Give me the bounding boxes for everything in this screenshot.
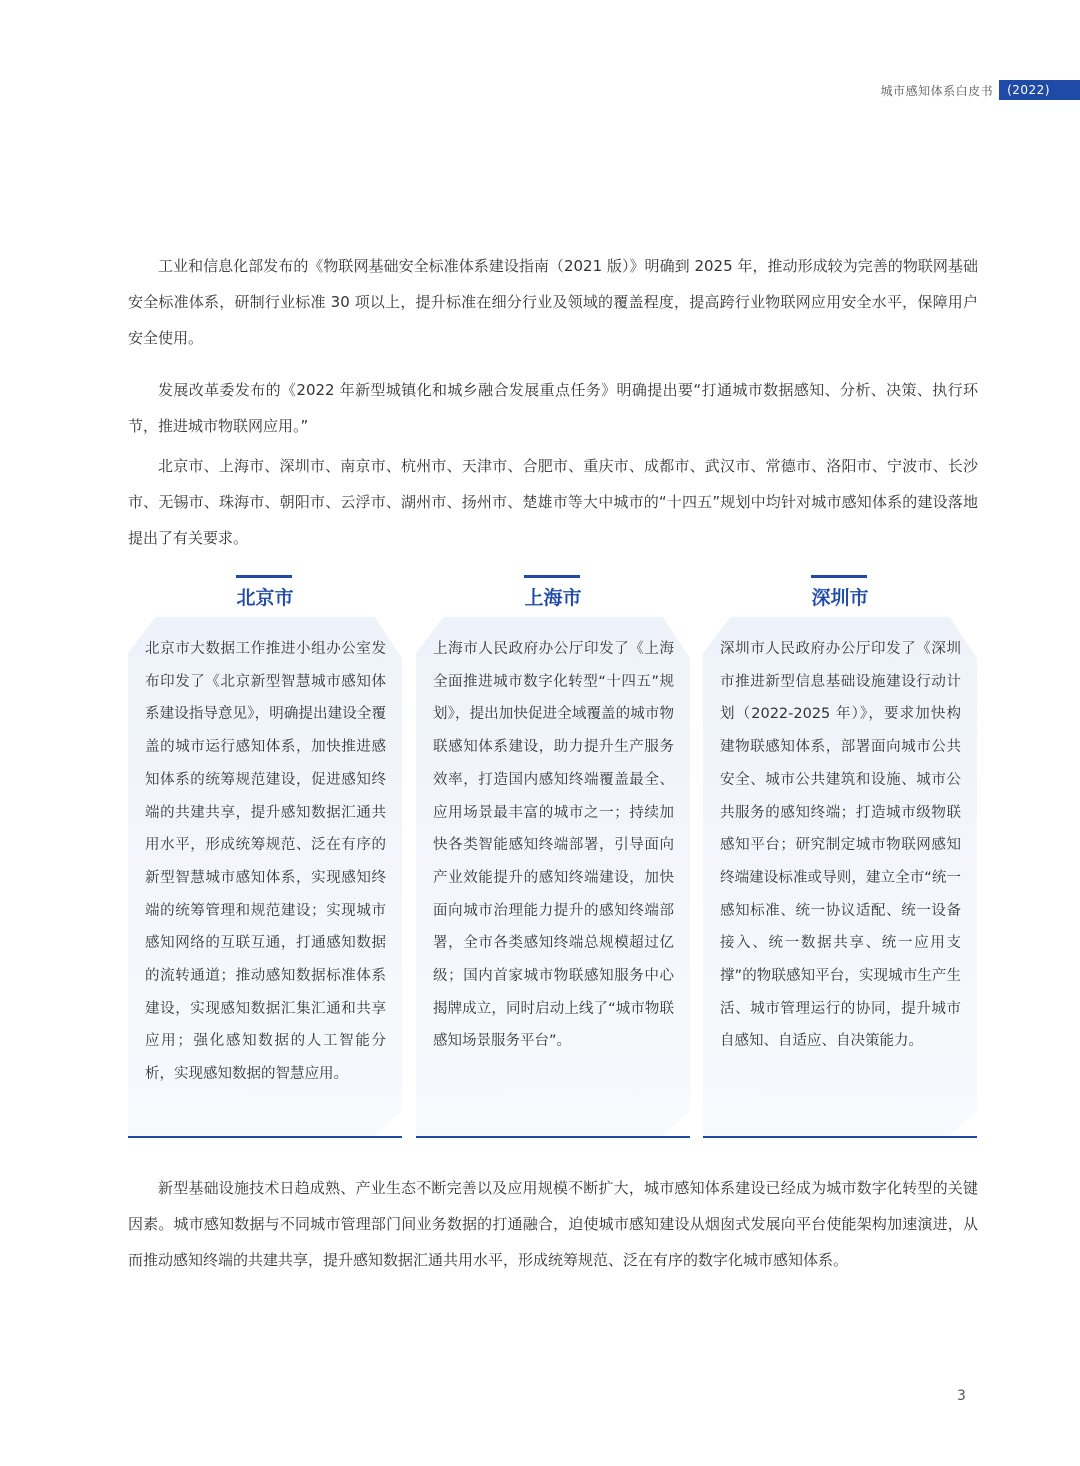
paragraph-3: 北京市、上海市、深圳市、南京市、杭州市、天津市、合肥市、重庆市、成都市、武汉市、常德市、洛阳市、宁波市、长沙市、无锡市、珠海市、朝阳市、云浮市、湖州市、扬州市、楚雄市等大中城市的“十四五”规划中均针对城市感知体系的建设落地提出了有关要求。 [128,457,978,547]
card-title: 北京市 [236,587,294,609]
paragraph-2: 发展改革委发布的《2022 年新型城镇化和城乡融合发展重点任务》明确提出要“打通城市数据感知、分析、决策、执行环节，推进城市物联网应用。” [128,381,978,435]
paragraph-4: 新型基础设施技术日趋成熟、产业生态不断完善以及应用规模不断扩大，城市感知体系建设已经成为城市数字化转型的关键因素。城市感知数据与不同城市管理部门间业务数据的打通融合，迫使城市感知建设从烟囱式发展向平台使能架构加速演进，从而推动感知终端的共建共享，提升感知数据汇通共用水平，形成统筹规范、泛在有序的数字化城市感知体系。 [128,1179,978,1269]
card-bottom-line [128,1136,402,1138]
card-text: 北京市大数据工作推进小组办公室发布印发了《北京新型智慧城市感知体系建设指导意见》，明确提出建设全覆盖的城市运行感知体系，加快推进感知体系的统筹规范建设，促进感知终端的共建共享，提升感知数据汇通共用水平，形成统筹规范、泛在有序的新型智慧城市感知体系，实现感知终端的统筹管理和规范建设；实现城市感知网络的互联互通，打通感知数据的流转通道；推动感知数据标准体系建设，实现感知数据汇集汇通和共享应用；强化感知数据的人工智能分析，实现感知数据的智慧应用。 [145,641,386,1083]
header-title: 城市感知体系白皮书 [880,83,994,98]
paragraph-1: 工业和信息化部发布的《物联网基础安全标准体系建设指南（2021 版）》明确到 2025 年，推动形成较为完善的物联网基础安全标准体系，研制行业标准 30 项以上，提升标准在细分行业及领域的覆盖程度，提高跨行业物联网应用安全水平，保障用户安全使用。 [128,257,978,347]
card-bottom-line [416,1136,690,1138]
card-accent-bar [524,575,580,578]
card-accent-bar [811,575,867,578]
card-shenzhen [703,575,977,1138]
card-text: 深圳市人民政府办公厅印发了《深圳市推进新型信息基础设施建设行动计划（2022-2025 年）》，要求加快构建物联感知体系，部署面向城市公共安全、城市公共建筑和设施、城市公共服务的感知终端；打造城市级物联感知平台；研究制定城市物联网感知终端建设标准或导则，建立全市“统一感知标准、统一协议适配、统一设备接入、统一数据共享、统一应用支撑”的物联感知平台，实现城市生产生活、城市管理运行的协同，提升城市自感知、自适应、自决策能力。 [720,641,961,1050]
running-header [881,80,1080,100]
card-bottom-line [703,1136,977,1138]
card-shanghai [416,575,690,1138]
page-number: 3 [957,1388,966,1404]
card-beijing [128,575,402,1138]
header-year-badge: (2022) [999,80,1080,100]
card-accent-bar [236,575,292,578]
card-title: 深圳市 [811,587,869,609]
card-title: 上海市 [524,587,582,609]
card-text: 上海市人民政府办公厅印发了《上海全面推进城市数字化转型“十四五”规划》，提出加快促进全域覆盖的城市物联感知体系建设，助力提升生产服务效率，打造国内感知终端覆盖最全、应用场景最丰富的城市之一；持续加快各类智能感知终端部署，引导面向产业效能提升的感知终端建设，加快面向城市治理能力提升的感知终端部署，全市各类感知终端总规模超过亿级；国内首家城市物联感知服务中心揭牌成立，同时启动上线了“城市物联感知场景服务平台”。 [433,641,674,1050]
